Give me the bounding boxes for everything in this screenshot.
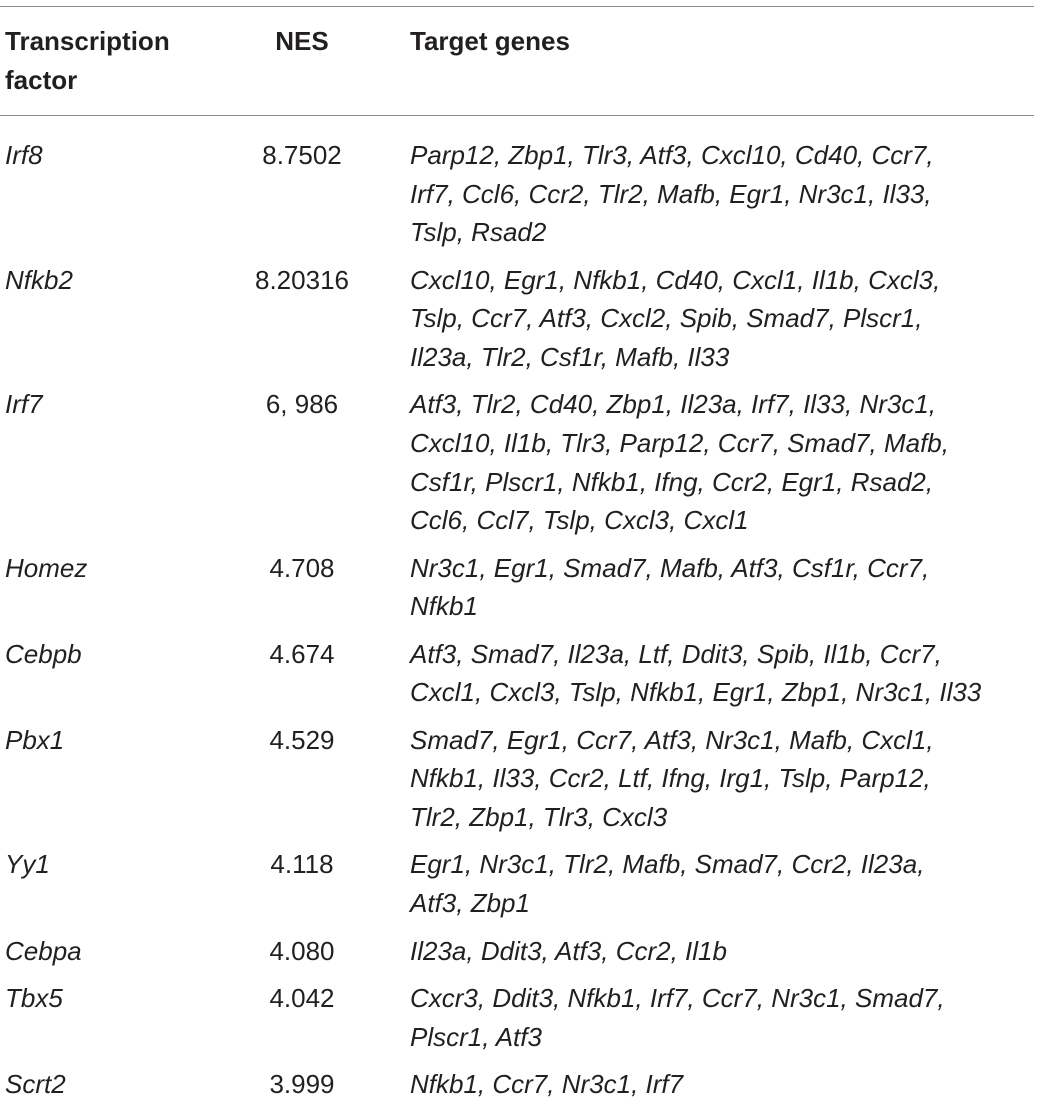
nes-cell: 4.118 (270, 849, 334, 880)
target-genes-cell (410, 845, 1039, 922)
target-genes-line: Atf3, Zbp1 (410, 888, 530, 919)
transcription-factor-cell: Yy1 (5, 849, 50, 880)
target-genes-cell (410, 979, 1039, 1056)
table-row (0, 721, 1039, 837)
nes-cell: 4.529 (269, 724, 335, 755)
table-row (0, 136, 1039, 252)
target-genes-cell (410, 549, 1039, 626)
table-row (0, 845, 1039, 922)
target-genes-line: Nfkb1, Il33, Ccr2, Ltf, Ifng, Irg1, Tslp, Parp12, (410, 763, 931, 794)
target-genes-cell (410, 1065, 1039, 1104)
target-genes-line: Nfkb1, Ccr7, Nr3c1, Irf7 (410, 1069, 684, 1100)
target-genes-line: Cxcr3, Ddit3, Nfkb1, Irf7, Ccr7, Nr3c1, Smad7, (410, 983, 945, 1013)
transcription-factor-cell: Cebpa (5, 935, 82, 966)
header-tf-line2: factor (5, 65, 78, 95)
table-row (0, 549, 1039, 626)
target-genes-line: Ccl6, Ccl7, Tslp, Cxcl3, Cxcl1 (410, 505, 749, 536)
target-genes-line: Tlr2, Zbp1, Tlr3, Cxcl3 (410, 801, 668, 832)
transcription-factor-cell: Homez (5, 552, 88, 583)
table-row (0, 979, 1039, 1056)
target-genes-cell (410, 136, 1039, 252)
nes-cell: 4.080 (269, 935, 335, 966)
header-nes: NES (275, 26, 329, 56)
target-genes-line: Nfkb1 (410, 591, 478, 622)
transcription-factor-cell: Cebpb (5, 638, 82, 669)
target-genes-line: Atf3, Tlr2, Cd40, Zbp1, Il23a, Irf7, Il33, Nr3c1, (410, 389, 937, 420)
table-row (0, 385, 1039, 539)
nes-cell: 3.999 (269, 1069, 335, 1100)
transcription-factor-cell: Tbx5 (5, 983, 63, 1013)
target-genes-line: Tslp, Ccr7, Atf3, Cxcl2, Spib, Smad7, Plscr1, (410, 303, 923, 334)
transcription-factor-cell: Nfkb2 (5, 264, 73, 295)
table-row (0, 932, 1039, 971)
nes-cell: 4.042 (269, 983, 335, 1013)
transcription-factor-cell: Scrt2 (5, 1069, 66, 1100)
target-genes-line: Il23a, Tlr2, Csf1r, Mafb, Il33 (410, 341, 730, 372)
target-genes-line: Il23a, Ddit3, Atf3, Ccr2, Il1b (410, 935, 727, 966)
target-genes-line: Parp12, Zbp1, Tlr3, Atf3, Cxcl10, Cd40, Ccr7, (410, 140, 934, 170)
target-genes-line: Atf3, Smad7, Il23a, Ltf, Ddit3, Spib, Il1b, Ccr7, (410, 638, 942, 669)
table-row (0, 1065, 1039, 1104)
target-genes-line: Cxcl10, Il1b, Tlr3, Parp12, Ccr7, Smad7, Mafb, (410, 427, 949, 458)
nes-cell: 6, 986 (265, 389, 339, 420)
target-genes-cell (410, 932, 1039, 971)
target-genes-cell (410, 635, 1039, 712)
target-genes-line: Plscr1, Atf3 (410, 1021, 542, 1052)
target-genes-cell (410, 721, 1039, 837)
table-row (0, 635, 1039, 712)
target-genes-cell (410, 385, 1039, 539)
target-genes-cell (410, 261, 1039, 377)
header-target-genes: Target genes (410, 26, 570, 56)
transcription-factor-cell: Irf8 (5, 140, 43, 170)
nes-cell: 8.7502 (262, 140, 342, 170)
table-header-rule (0, 115, 1034, 116)
transcription-factor-cell: Pbx1 (5, 724, 65, 755)
target-genes-line: Egr1, Nr3c1, Tlr2, Mafb, Smad7, Ccr2, Il23a, (410, 849, 925, 880)
nes-cell: 4.708 (269, 552, 335, 583)
table-row (0, 261, 1039, 377)
header-transcription-factor (5, 22, 225, 100)
target-genes-line: Cxcl10, Egr1, Nfkb1, Cd40, Cxcl1, Il1b, Cxcl3, (410, 264, 941, 295)
table-body (0, 136, 1039, 1113)
header-tf-line1: Transcription (5, 26, 170, 56)
table-top-rule (0, 6, 1034, 7)
nes-cell: 8.20316 (255, 264, 349, 295)
target-genes-line: Tslp, Rsad2 (410, 217, 547, 248)
target-genes-line: Csf1r, Plscr1, Nfkb1, Ifng, Ccr2, Egr1, Rsad2, (410, 466, 934, 497)
table-header (0, 22, 1039, 102)
transcription-factor-cell: Irf7 (5, 389, 43, 420)
nes-cell: 4.674 (269, 638, 335, 669)
target-genes-line: Nr3c1, Egr1, Smad7, Mafb, Atf3, Csf1r, Ccr7, (410, 552, 930, 583)
target-genes-line: Cxcl1, Cxcl3, Tslp, Nfkb1, Egr1, Zbp1, Nr3c1, Il33 (410, 677, 982, 708)
target-genes-line: Irf7, Ccl6, Ccr2, Tlr2, Mafb, Egr1, Nr3c1, Il33, (410, 178, 932, 209)
target-genes-line: Smad7, Egr1, Ccr7, Atf3, Nr3c1, Mafb, Cxcl1, (410, 724, 934, 755)
